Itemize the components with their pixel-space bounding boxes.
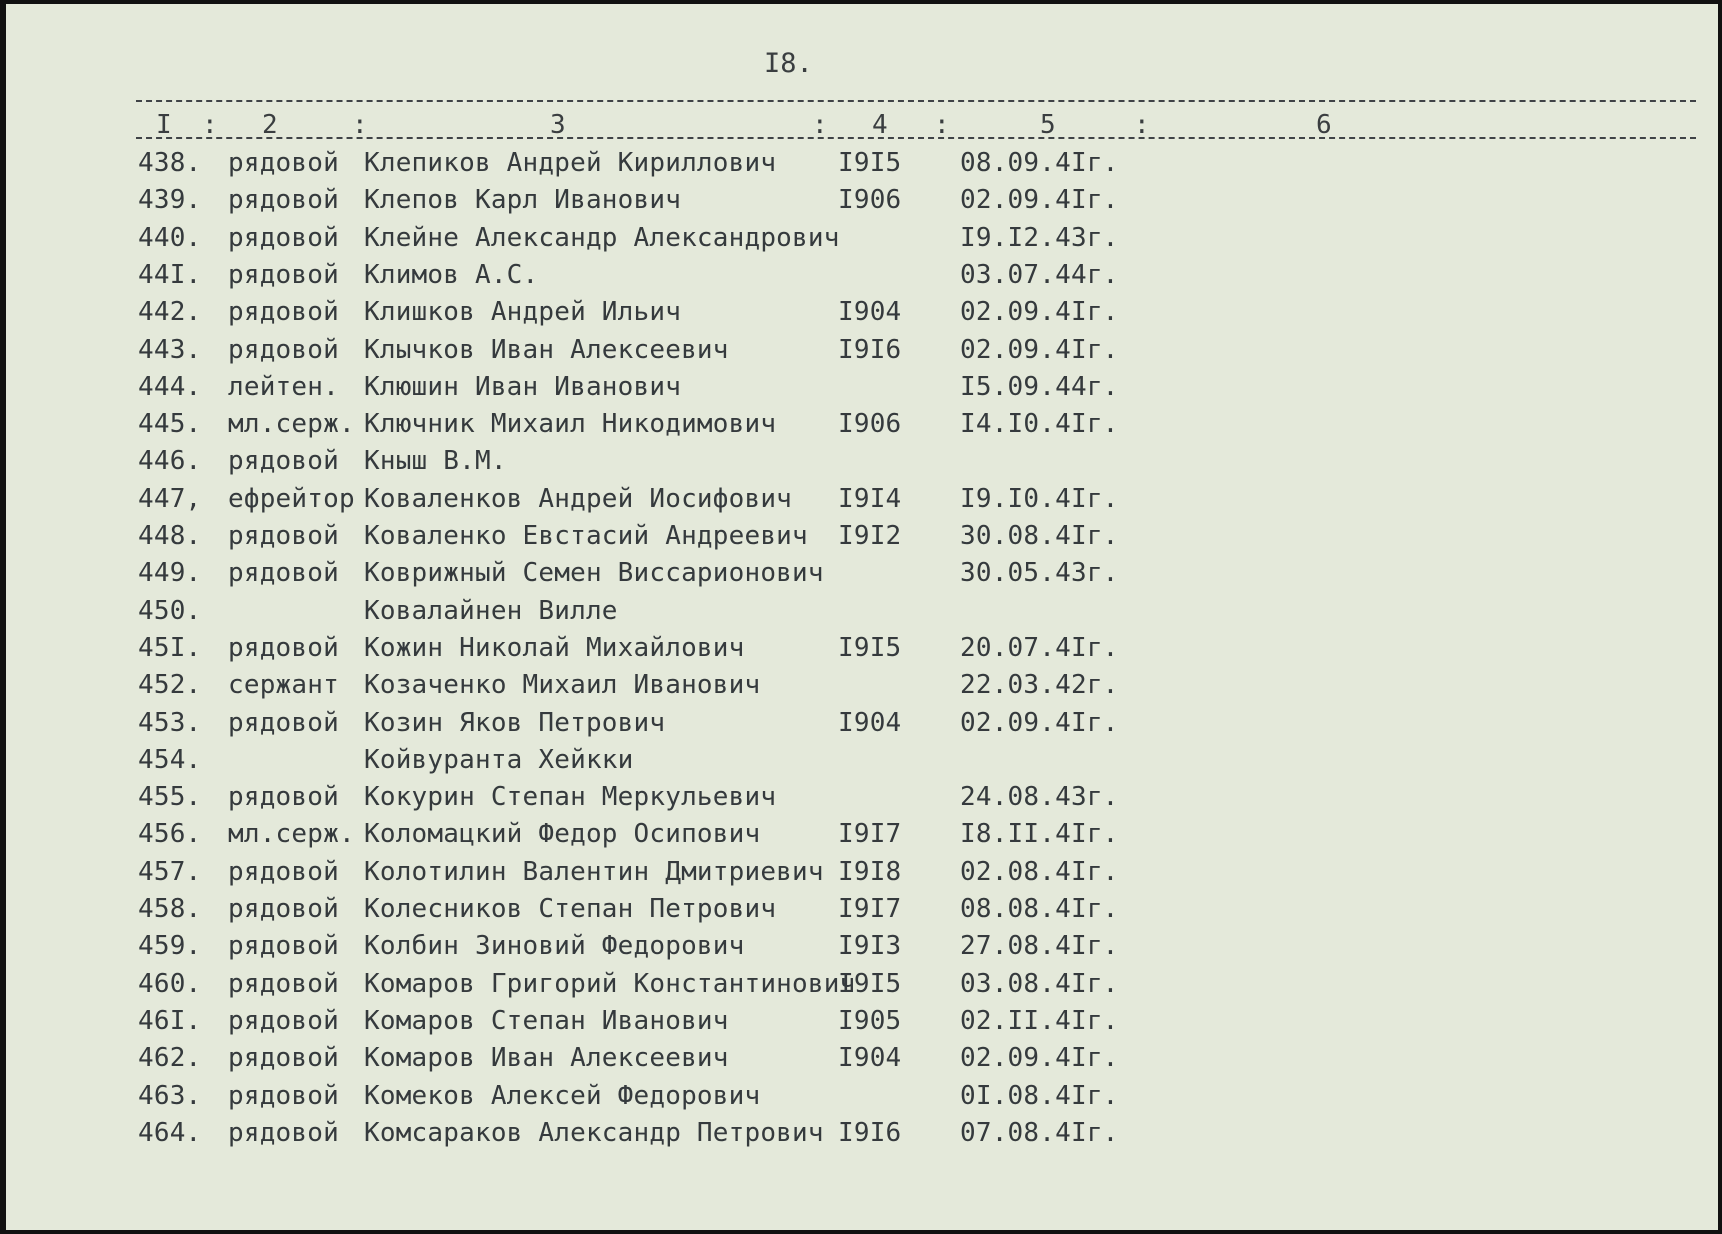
- record-name: Комаров Иван Алексеевич: [364, 1043, 729, 1073]
- record-name: Кокурин Степан Меркульевич: [364, 782, 777, 812]
- column-separator: :: [202, 110, 218, 140]
- page-number: I8.: [764, 48, 813, 79]
- record-name: Комсараков Александр Петрович: [364, 1118, 824, 1148]
- record-name: Ковалайнен Вилле: [364, 596, 618, 626]
- record-number: 444.: [138, 372, 202, 402]
- record-name: Комаров Степан Иванович: [364, 1006, 729, 1036]
- record-date: 02.09.4Iг.: [960, 185, 1119, 215]
- column-separator: :: [934, 110, 950, 140]
- column-separator: :: [1134, 110, 1150, 140]
- record-rank: рядовой: [228, 782, 339, 812]
- record-rank: рядовой: [228, 1043, 339, 1073]
- record-number: 463.: [138, 1081, 202, 1111]
- record-date: 30.05.43г.: [960, 558, 1119, 588]
- record-date: 03.07.44г.: [960, 260, 1119, 290]
- record-birth-year: I9I7: [838, 819, 902, 849]
- record-number: 457.: [138, 857, 202, 887]
- record-name: Козин Яков Петрович: [364, 708, 666, 738]
- record-name: Клепиков Андрей Кириллович: [364, 148, 777, 178]
- record-rank: мл.серж.: [228, 409, 355, 439]
- record-rank: сержант: [228, 670, 339, 700]
- record-birth-year: I904: [838, 1043, 902, 1073]
- column-header-6: 6: [1316, 110, 1332, 140]
- record-number: 46I.: [138, 1006, 202, 1036]
- record-birth-year: I906: [838, 409, 902, 439]
- record-name: Клюшин Иван Иванович: [364, 372, 682, 402]
- record-number: 452.: [138, 670, 202, 700]
- record-rank: рядовой: [228, 1081, 339, 1111]
- record-birth-year: I9I5: [838, 148, 902, 178]
- record-date: I4.I0.4Iг.: [960, 409, 1119, 439]
- record-name: Кожин Николай Михайлович: [364, 633, 745, 663]
- record-birth-year: I9I5: [838, 969, 902, 999]
- record-date: 08.08.4Iг.: [960, 894, 1119, 924]
- record-date: 24.08.43г.: [960, 782, 1119, 812]
- record-number: 459.: [138, 931, 202, 961]
- record-birth-year: I9I8: [838, 857, 902, 887]
- record-rank: мл.серж.: [228, 819, 355, 849]
- record-name: Клишков Андрей Ильич: [364, 297, 682, 327]
- column-header-2: 2: [262, 110, 278, 140]
- record-number: 443.: [138, 335, 202, 365]
- record-name: Ключник Михаил Никодимович: [364, 409, 777, 439]
- record-number: 439.: [138, 185, 202, 215]
- record-birth-year: I906: [838, 185, 902, 215]
- record-rank: рядовой: [228, 1118, 339, 1148]
- record-number: 447,: [138, 484, 202, 514]
- record-birth-year: I9I7: [838, 894, 902, 924]
- record-number: 462.: [138, 1043, 202, 1073]
- record-name: Кныш В.М.: [364, 446, 507, 476]
- column-separator: :: [352, 110, 368, 140]
- record-birth-year: I9I3: [838, 931, 902, 961]
- record-number: 456.: [138, 819, 202, 849]
- record-birth-year: I9I6: [838, 1118, 902, 1148]
- record-rank: рядовой: [228, 558, 339, 588]
- record-number: 445.: [138, 409, 202, 439]
- record-name: Клепов Карл Иванович: [364, 185, 682, 215]
- record-rank: рядовой: [228, 223, 339, 253]
- record-date: I8.II.4Iг.: [960, 819, 1119, 849]
- record-rank: рядовой: [228, 708, 339, 738]
- record-name: Коломацкий Федор Осипович: [364, 819, 761, 849]
- record-name: Коваленков Андрей Иосифович: [364, 484, 793, 514]
- record-rank: рядовой: [228, 969, 339, 999]
- record-name: Комеков Алексей Федорович: [364, 1081, 761, 1111]
- header-rule-bottom: [136, 137, 1696, 139]
- record-date: I9.I2.43г.: [960, 223, 1119, 253]
- record-birth-year: I904: [838, 708, 902, 738]
- record-number: 453.: [138, 708, 202, 738]
- record-name: Комаров Григорий Константинович: [364, 969, 856, 999]
- record-number: 438.: [138, 148, 202, 178]
- record-name: Колесников Степан Петрович: [364, 894, 777, 924]
- record-birth-year: I9I2: [838, 521, 902, 551]
- record-date: 02.09.4Iг.: [960, 297, 1119, 327]
- record-rank: рядовой: [228, 335, 339, 365]
- record-number: 45I.: [138, 633, 202, 663]
- record-date: 30.08.4Iг.: [960, 521, 1119, 551]
- record-rank: рядовой: [228, 857, 339, 887]
- record-name: Койвуранта Хейкки: [364, 745, 634, 775]
- record-rank: рядовой: [228, 633, 339, 663]
- record-number: 44I.: [138, 260, 202, 290]
- record-number: 454.: [138, 745, 202, 775]
- record-number: 464.: [138, 1118, 202, 1148]
- record-date: 02.09.4Iг.: [960, 1043, 1119, 1073]
- record-name: Колотилин Валентин Дмитриевич: [364, 857, 824, 887]
- column-separator: :: [812, 110, 828, 140]
- column-header-5: 5: [1040, 110, 1056, 140]
- record-date: 02.09.4Iг.: [960, 335, 1119, 365]
- document-page: [6, 4, 1718, 1230]
- record-name: Климов А.С.: [364, 260, 539, 290]
- record-rank: рядовой: [228, 185, 339, 215]
- record-rank: рядовой: [228, 297, 339, 327]
- record-date: I9.I0.4Iг.: [960, 484, 1119, 514]
- record-number: 446.: [138, 446, 202, 476]
- record-rank: рядовой: [228, 894, 339, 924]
- record-date: 07.08.4Iг.: [960, 1118, 1119, 1148]
- record-rank: рядовой: [228, 521, 339, 551]
- record-number: 449.: [138, 558, 202, 588]
- record-date: 22.03.42г.: [960, 670, 1119, 700]
- record-number: 460.: [138, 969, 202, 999]
- record-date: 08.09.4Iг.: [960, 148, 1119, 178]
- record-number: 442.: [138, 297, 202, 327]
- record-number: 450.: [138, 596, 202, 626]
- record-birth-year: I905: [838, 1006, 902, 1036]
- record-date: 0I.08.4Iг.: [960, 1081, 1119, 1111]
- record-name: Коврижный Семен Виссарионович: [364, 558, 824, 588]
- record-rank: рядовой: [228, 1006, 339, 1036]
- record-name: Клейне Александр Александрович: [364, 223, 840, 253]
- header-rule-top: [136, 100, 1696, 102]
- record-number: 458.: [138, 894, 202, 924]
- record-number: 455.: [138, 782, 202, 812]
- record-birth-year: I9I5: [838, 633, 902, 663]
- record-date: 02.08.4Iг.: [960, 857, 1119, 887]
- record-number: 448.: [138, 521, 202, 551]
- column-header-4: 4: [872, 110, 888, 140]
- record-rank: ефрейтор: [228, 484, 355, 514]
- record-date: I5.09.44г.: [960, 372, 1119, 402]
- record-rank: рядовой: [228, 446, 339, 476]
- record-name: Клычков Иван Алексеевич: [364, 335, 729, 365]
- record-date: 20.07.4Iг.: [960, 633, 1119, 663]
- record-rank: рядовой: [228, 931, 339, 961]
- column-header-1: I: [156, 110, 172, 140]
- record-date: 02.09.4Iг.: [960, 708, 1119, 738]
- record-name: Коваленко Евстасий Андреевич: [364, 521, 808, 551]
- record-date: 02.II.4Iг.: [960, 1006, 1119, 1036]
- record-birth-year: I9I6: [838, 335, 902, 365]
- record-rank: рядовой: [228, 148, 339, 178]
- record-rank: рядовой: [228, 260, 339, 290]
- record-number: 440.: [138, 223, 202, 253]
- column-header-3: 3: [550, 110, 566, 140]
- record-date: 03.08.4Iг.: [960, 969, 1119, 999]
- record-birth-year: I904: [838, 297, 902, 327]
- record-name: Колбин Зиновий Федорович: [364, 931, 745, 961]
- record-birth-year: I9I4: [838, 484, 902, 514]
- record-date: 27.08.4Iг.: [960, 931, 1119, 961]
- record-rank: лейтен.: [228, 372, 339, 402]
- record-name: Козаченко Михаил Иванович: [364, 670, 761, 700]
